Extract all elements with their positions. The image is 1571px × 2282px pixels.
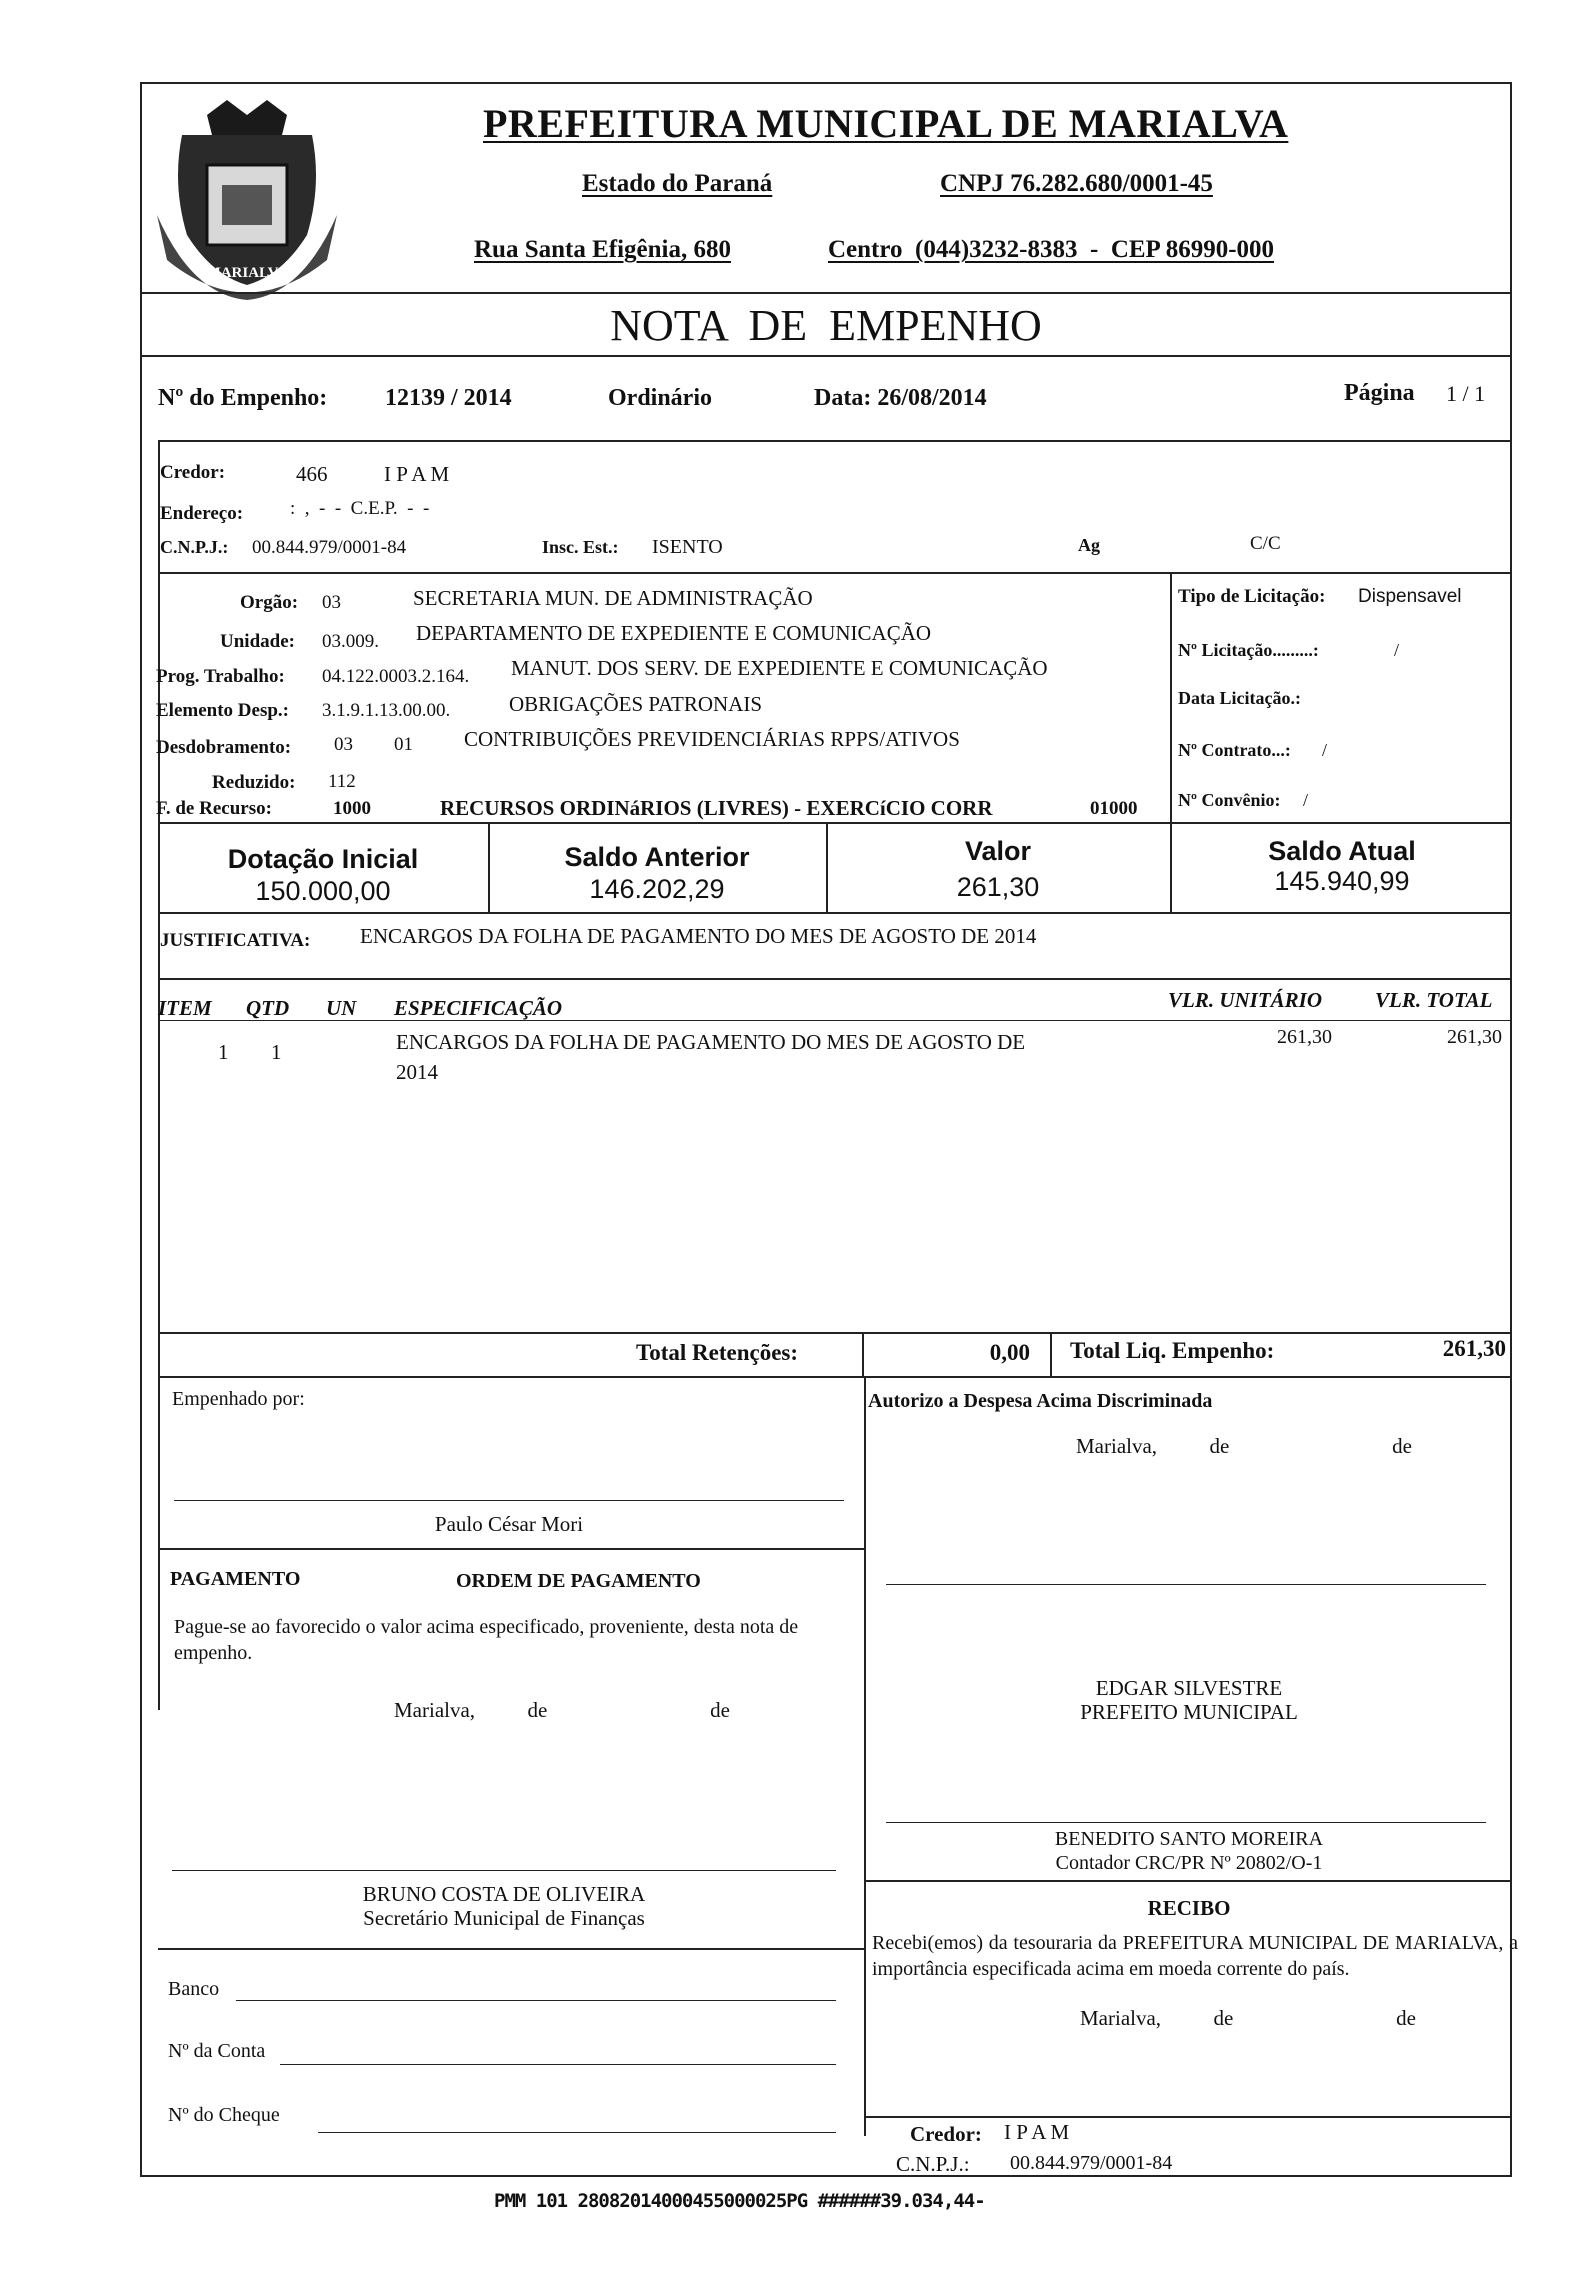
contrato-value: / <box>1322 740 1328 760</box>
contador-name: BENEDITO SANTO MOREIRA <box>1054 1828 1324 1850</box>
state-label: Estado do Paraná <box>582 170 773 197</box>
banco-field[interactable] <box>236 2000 836 2001</box>
document-title: NOTA DE EMPENHO <box>610 301 1042 350</box>
pagamento-date-line: Marialva, de de <box>394 1698 730 1722</box>
recurso-desc: RECURSOS ORDINáRIOS (LIVRES) - EXERCíCIO CORR <box>440 796 993 820</box>
orgao-desc: SECRETARIA MUN. DE ADMINISTRAÇÃO <box>413 586 813 610</box>
recibo-date-line: Marialva, de de <box>1080 2006 1416 2030</box>
signature-line-contador <box>886 1822 1486 1823</box>
reduzido-code: 112 <box>328 771 356 792</box>
valor-value: 261,30 <box>956 872 1040 902</box>
empenho-number: 12139 / 2014 <box>385 385 512 411</box>
valor-label: Valor <box>964 836 1032 866</box>
conta-corrente-label: C/C <box>1250 533 1281 554</box>
unidade-code: 03.009. <box>322 631 379 652</box>
recibo-cnpj-value: 00.844.979/0001-84 <box>1010 2152 1173 2174</box>
insc-value: ISENTO <box>652 536 723 558</box>
col-vlr-unitario: VLR. UNITÁRIO <box>1168 988 1323 1012</box>
desdobramento-code: 03 <box>334 734 353 755</box>
address-label: Rua Santa Efigênia, 680 <box>474 236 731 263</box>
saldo-anterior-value: 146.202,29 <box>589 874 725 904</box>
row-esp-line1: ENCARGOS DA FOLHA DE PAGAMENTO DO MES DE AGOSTO DE <box>396 1030 1026 1054</box>
elemento-desc: OBRIGAÇÕES PATRONAIS <box>509 692 763 716</box>
ordem-pagamento-label: ORDEM DE PAGAMENTO <box>456 1570 701 1592</box>
secretario-role: Secretário Municipal de Finanças <box>363 1906 645 1930</box>
num-licitacao-value: / <box>1394 640 1400 660</box>
contrato-label: Nº Contrato...: <box>1178 740 1291 760</box>
unidade-label: Unidade: <box>220 631 295 652</box>
page-number: 1 / 1 <box>1446 381 1486 406</box>
convenio-label: Nº Convênio: <box>1178 790 1281 810</box>
row-esp-line2: 2014 <box>396 1060 438 1084</box>
empenhado-label: Empenhado por: <box>172 1388 305 1410</box>
credor-label: Credor: <box>160 462 226 483</box>
row-item: 1 <box>218 1040 229 1064</box>
signature-line-prefeito <box>886 1584 1486 1585</box>
autorizo-label: Autorizo a Despesa Acima Discriminada <box>868 1390 1213 1412</box>
prog-label: Prog. Trabalho: <box>156 666 285 687</box>
recibo-label: RECIBO <box>1147 1896 1231 1920</box>
col-un: UN <box>326 996 357 1020</box>
justificativa-label: JUSTIFICATIVA: <box>160 930 311 951</box>
col-item: ITEM <box>158 996 212 1020</box>
col-especificacao: ESPECIFICAÇÃO <box>394 996 563 1020</box>
page-title: PREFEITURA MUNICIPAL DE MARIALVA <box>483 101 1289 146</box>
unidade-desc: DEPARTAMENTO DE EXPEDIENTE E COMUNICAÇÃO <box>416 621 932 645</box>
elemento-label: Elemento Desp.: <box>156 700 289 721</box>
col-vlr-total: VLR. TOTAL <box>1375 988 1493 1012</box>
row-qtd: 1 <box>271 1040 282 1064</box>
orgao-code: 03 <box>322 592 341 613</box>
recibo-cnpj-label: C.N.P.J.: <box>896 2152 970 2176</box>
footer-code: PMM 101 28082014000455000025PG ######39.034,44- <box>494 2190 985 2212</box>
secretario-name: BRUNO COSTA DE OLIVEIRA <box>362 1882 646 1906</box>
desdobramento-code2: 01 <box>394 734 413 755</box>
conta-field[interactable] <box>280 2064 836 2065</box>
contact-label: Centro (044)3232-8383 - CEP 86990-000 <box>828 236 1275 263</box>
recurso-code: 1000 <box>333 798 371 819</box>
prefeito-name: EDGAR SILVESTRE <box>1095 1676 1283 1700</box>
cheque-label: Nº do Cheque <box>168 2104 280 2126</box>
page-label: Página <box>1344 380 1415 406</box>
empenho-date: Data: 26/08/2014 <box>814 385 987 411</box>
cnpj-credor-label: C.N.P.J.: <box>160 537 229 557</box>
pagamento-label: PAGAMENTO <box>170 1568 301 1590</box>
credor-name: I P A M <box>384 462 450 486</box>
banco-label: Banco <box>168 1978 220 2000</box>
recibo-credor-name: I P A M <box>1004 2120 1070 2144</box>
agencia-label: Ag <box>1078 535 1100 555</box>
empenho-number-label: Nº do Empenho: <box>158 385 328 411</box>
total-retencoes-label: Total Retenções: <box>636 1340 799 1365</box>
recibo-text: Recebi(emos) da tesouraria da PREFEITURA MUNICIPAL DE MARIALVA, a importância especificada acima em moeda corrente do país. <box>872 1932 1518 1980</box>
col-qtd: QTD <box>246 996 290 1020</box>
recurso-num: 01000 <box>1090 798 1138 819</box>
total-retencoes-value: 0,00 <box>989 1340 1030 1365</box>
prog-code: 04.122.0003.2.164. <box>322 666 470 687</box>
crest-label: MARIALVA <box>206 265 288 281</box>
cheque-field[interactable] <box>318 2132 836 2133</box>
empenhado-name: Paulo César Mori <box>434 1512 584 1536</box>
elemento-code: 3.1.9.1.13.00.00. <box>322 700 451 721</box>
endereco-value: : , - - C.E.P. - - <box>290 498 430 519</box>
row-vlr-unitario: 261,30 <box>1277 1026 1332 1048</box>
data-licitacao-label: Data Licitação.: <box>1178 688 1301 708</box>
autorizo-date-line: Marialva, de de <box>1076 1434 1412 1458</box>
saldo-atual-value: 145.940,99 <box>1274 866 1410 896</box>
cnpj-credor-value: 00.844.979/0001-84 <box>252 537 407 558</box>
recurso-label: F. de Recurso: <box>156 798 272 819</box>
contador-role: Contador CRC/PR Nº 20802/O-1 <box>1055 1852 1323 1874</box>
insc-label: Insc. Est.: <box>542 537 619 557</box>
total-liquido-value: 261,30 <box>1442 1336 1506 1361</box>
prefeito-role: PREFEITO MUNICIPAL <box>1080 1700 1298 1724</box>
conta-label: Nº da Conta <box>168 2040 266 2062</box>
credor-code: 466 <box>296 462 328 486</box>
justificativa-text: ENCARGOS DA FOLHA DE PAGAMENTO DO MES DE AGOSTO DE 2014 <box>360 924 1037 948</box>
saldo-atual-label: Saldo Atual <box>1268 836 1416 866</box>
total-liquido-label: Total Liq. Empenho: <box>1070 1338 1275 1363</box>
saldo-anterior-label: Saldo Anterior <box>564 842 750 872</box>
num-licitacao-label: Nº Licitação.........: <box>1178 640 1319 660</box>
dotacao-inicial-label: Dotação Inicial <box>227 844 419 874</box>
signature-line-empenhado <box>174 1500 844 1501</box>
desdobramento-label: Desdobramento: <box>156 737 292 758</box>
row-vlr-total: 261,30 <box>1447 1026 1502 1048</box>
orgao-label: Orgão: <box>240 592 299 613</box>
desdobramento-desc: CONTRIBUIÇÕES PREVIDENCIÁRIAS RPPS/ATIVOS <box>464 727 960 751</box>
tipo-licitacao-label: Tipo de Licitação: <box>1178 586 1326 607</box>
pague-text: Pague-se ao favorecido o valor acima especificado, proveniente, desta nota de empenho. <box>174 1616 799 1664</box>
dotacao-inicial-value: 150.000,00 <box>255 876 391 906</box>
cnpj-label: CNPJ 76.282.680/0001-45 <box>940 170 1213 197</box>
recibo-credor-label: Credor: <box>910 2122 982 2146</box>
convenio-value: / <box>1303 790 1309 810</box>
tipo-licitacao-value: Dispensavel <box>1358 586 1462 607</box>
empenho-type: Ordinário <box>608 385 713 411</box>
reduzido-label: Reduzido: <box>212 772 296 793</box>
municipal-crest-icon <box>152 95 342 305</box>
endereco-label: Endereço: <box>160 503 244 524</box>
prog-desc: MANUT. DOS SERV. DE EXPEDIENTE E COMUNICAÇÃO <box>511 656 1048 680</box>
signature-line-secretario <box>172 1870 836 1871</box>
